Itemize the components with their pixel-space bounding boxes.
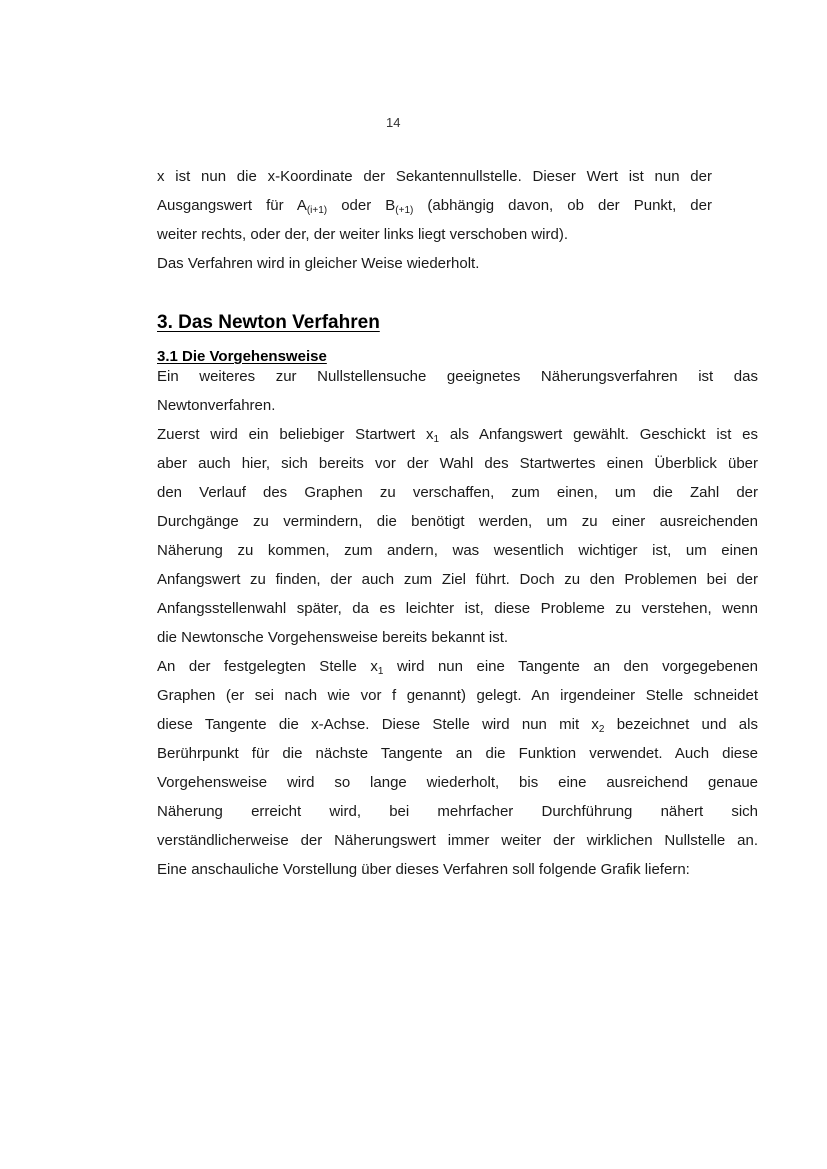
text-fragment: Zuerst wird ein beliebiger Startwert x <box>157 426 434 443</box>
subscript: 1 <box>377 666 384 677</box>
paragraph-3-end <box>157 855 777 884</box>
text-line: Das Verfahren wird in gleicher Weise wiederholt. <box>157 255 480 272</box>
text-line: Vorgehensweise wird so lange wiederholt, bis eine ausreichend genaue <box>157 774 758 791</box>
intro-paragraph <box>157 162 712 220</box>
text-line: Anfangsstellenwahl später, da es leichter ist, diese Probleme zu verstehen, wenn <box>157 600 758 617</box>
subscript: (+1) <box>395 205 414 216</box>
text-line: Graphen (er sei nach wie vor f genannt) gelegt. An irgendeiner Stelle schneidet <box>157 687 758 704</box>
text-line: x ist nun die x-Koordinate der Sekantennullstelle. Dieser Wert ist nun der <box>157 168 712 185</box>
subsection-heading: 3.1 Die Vorgehensweise <box>157 348 327 365</box>
text-line: Ein weiteres zur Nullstellensuche geeignetes Näherungsverfahren ist das <box>157 368 758 385</box>
text-line: die Newtonsche Vorgehensweise bereits bekannt ist. <box>157 629 509 646</box>
text-line: weiter rechts, oder der, der weiter links liegt verschoben wird). <box>157 226 569 243</box>
text-fragment: bezeichnet und als <box>604 716 758 733</box>
paragraph-1 <box>157 362 758 391</box>
paragraph-2 <box>157 420 758 623</box>
text-line: Eine anschauliche Vorstellung über dieses Verfahren soll folgende Grafik liefern: <box>157 861 690 878</box>
section-heading: 3. Das Newton Verfahren <box>157 312 380 333</box>
text-fragment: An der festgelegten Stelle x <box>157 658 378 675</box>
text-line: Näherung zu kommen, zum andern, was wesentlich wichtiger ist, um einen <box>157 542 758 559</box>
text-line: Anfangswert zu finden, der auch zum Ziel führt. Doch zu den Problemen bei der <box>157 571 758 588</box>
paragraph-2-end <box>157 623 758 652</box>
text-line: Durchgänge zu vermindern, die benötigt werden, um zu einer ausreichenden <box>157 513 758 530</box>
text-fragment: diese Tangente die x-Achse. Diese Stelle wird nun mit x <box>157 716 599 733</box>
text-line: verständlicherweise der Näherungswert immer weiter der wirklichen Nullstelle an. <box>157 832 758 849</box>
text-fragment: als Anfangswert gewählt. Geschickt ist es <box>439 426 758 443</box>
text-line <box>157 710 758 739</box>
subscript: 1 <box>433 434 440 445</box>
text-line <box>157 191 712 220</box>
text-line: aber auch hier, sich bereits vor der Wahl des Startwertes einen Überblick über <box>157 455 758 472</box>
text-fragment: Ausgangswert für A <box>157 197 307 214</box>
text-line: den Verlauf des Graphen zu verschaffen, zum einen, um die Zahl der <box>157 484 758 501</box>
text-line: Berührpunkt für die nächste Tangente an die Funktion verwendet. Auch diese <box>157 745 758 762</box>
subscript: (i+1) <box>306 205 328 216</box>
paragraph-3 <box>157 652 758 855</box>
page-number: 14 <box>386 115 401 130</box>
text-line <box>157 652 758 681</box>
paragraph-1-end <box>157 391 758 420</box>
text-line: Näherung erreicht wird, bei mehrfacher Durchführung nähert sich <box>157 803 758 820</box>
text-fragment: wird nun eine Tangente an den vorgegebenen <box>383 658 759 675</box>
text-line <box>157 420 758 449</box>
text-line: Newtonverfahren. <box>157 397 276 414</box>
intro-paragraph-end <box>157 220 757 278</box>
subscript: 2 <box>598 724 605 735</box>
text-fragment: oder B <box>327 197 396 214</box>
text-fragment: (abhängig davon, ob der Punkt, der <box>413 197 712 214</box>
